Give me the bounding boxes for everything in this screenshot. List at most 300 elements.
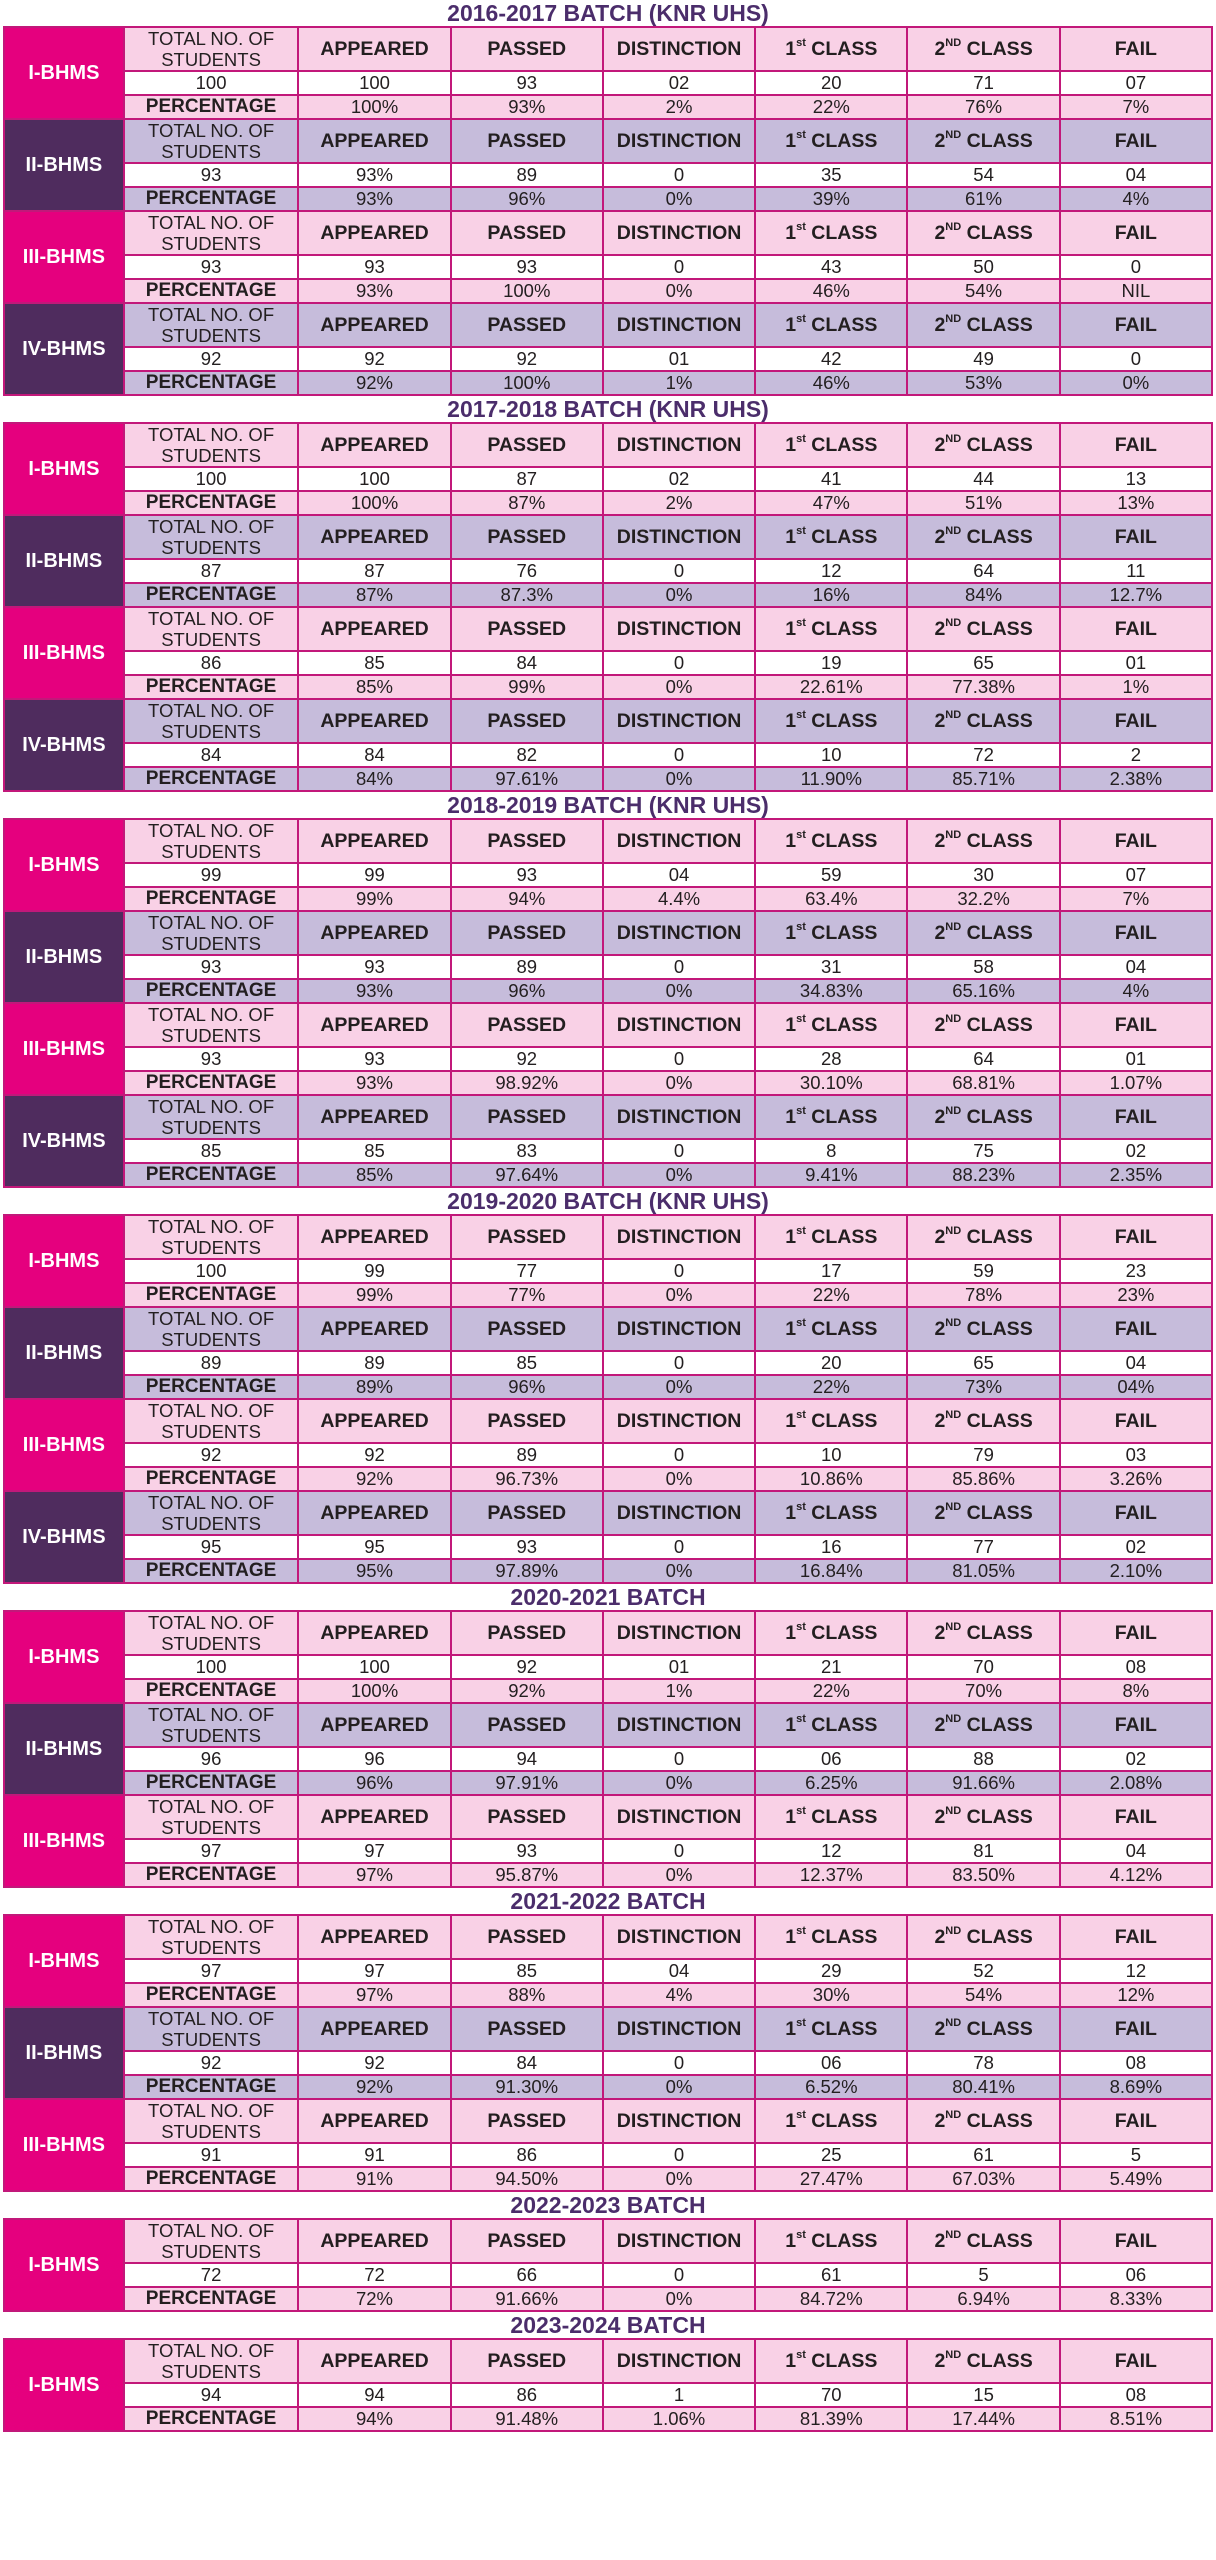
year-label: I-BHMS [4,2219,124,2311]
first-class-header [755,1399,907,1443]
appeared-percentage: 99% [298,887,450,911]
percentage-label: PERCENTAGE [124,187,299,211]
fail-percentage: 3.26% [1060,1467,1212,1491]
first-class-number: 1 [785,2229,797,2252]
distinction-count: 1 [603,2383,755,2407]
distinction-header: DISTINCTION [603,211,755,255]
first-class-header [755,699,907,743]
passed-percentage: 100% [451,279,603,303]
year-label: I-BHMS [4,1915,124,2007]
first-class-suffix: st [796,2108,806,2121]
fail-percentage: 8.51% [1060,2407,1212,2431]
fail-header: FAIL [1060,515,1212,559]
distinction-percentage: 0% [603,1467,755,1491]
passed-header: PASSED [451,303,603,347]
first-class-count: 20 [755,71,907,95]
total-students-header: TOTAL NO. OF STUDENTS [124,2007,299,2051]
year-label: I-BHMS [4,1215,124,1307]
appeared-percentage: 100% [298,1679,450,1703]
first-class-header [755,1095,907,1139]
distinction-count: 0 [603,559,755,583]
second-class-suffix: ND [945,524,962,537]
passed-header: PASSED [451,27,603,71]
fail-header: FAIL [1060,211,1212,255]
second-class-number: 2 [934,433,946,456]
first-class-percentage: 6.25% [755,1771,907,1795]
second-class-percentage: 70% [907,1679,1059,1703]
second-class-number: 2 [934,2349,946,2372]
second-class-suffix: ND [945,920,962,933]
first-class-percentage: 39% [755,187,907,211]
first-class-suffix: st [796,1316,806,1329]
appeared-count: 100 [298,71,450,95]
first-class-percentage: 63.4% [755,887,907,911]
second-class-suffix: ND [945,616,962,629]
second-class-header [907,2099,1059,2143]
second-class-count: 61 [907,2143,1059,2167]
fail-percentage: 2.10% [1060,1559,1212,1583]
total-count: 94 [124,2383,299,2407]
first-class-count: 35 [755,163,907,187]
passed-count: 87 [451,467,603,491]
first-class-count: 42 [755,347,907,371]
second-class-number: 2 [934,1925,946,1948]
distinction-header: DISTINCTION [603,2339,755,2383]
fail-header: FAIL [1060,607,1212,651]
second-class-count: 64 [907,1047,1059,1071]
year-results-table [3,118,1213,212]
first-class-word: CLASS [811,313,878,336]
passed-count: 76 [451,559,603,583]
fail-percentage: 2.08% [1060,1771,1212,1795]
passed-count: 86 [451,2383,603,2407]
fail-count: 13 [1060,467,1212,491]
first-class-suffix: st [796,220,806,233]
first-class-number: 1 [785,829,797,852]
distinction-percentage: 0% [603,583,755,607]
fail-count: 04 [1060,955,1212,979]
first-class-percentage: 27.47% [755,2167,907,2191]
total-count: 97 [124,1959,299,1983]
total-students-header: TOTAL NO. OF STUDENTS [124,1703,299,1747]
second-class-number: 2 [934,617,946,640]
total-count: 72 [124,2263,299,2287]
passed-count: 84 [451,651,603,675]
batch-section [0,1584,1216,1888]
first-class-header [755,1703,907,1747]
total-count: 92 [124,2051,299,2075]
second-class-header [907,1491,1059,1535]
second-class-count: 30 [907,863,1059,887]
second-class-word: CLASS [966,2349,1033,2372]
first-class-percentage: 12.37% [755,1863,907,1887]
fail-header: FAIL [1060,1003,1212,1047]
passed-percentage: 97.61% [451,767,603,791]
distinction-count: 0 [603,955,755,979]
total-students-header: TOTAL NO. OF STUDENTS [124,819,299,863]
first-class-suffix: st [796,1500,806,1513]
second-class-percentage: 76% [907,95,1059,119]
appeared-count: 85 [298,651,450,675]
second-class-word: CLASS [966,433,1033,456]
total-students-header: TOTAL NO. OF STUDENTS [124,1215,299,1259]
total-students-header: TOTAL NO. OF STUDENTS [124,1915,299,1959]
appeared-count: 99 [298,1259,450,1283]
first-class-number: 1 [785,1713,797,1736]
first-class-percentage: 6.52% [755,2075,907,2099]
first-class-header [755,2007,907,2051]
passed-header: PASSED [451,2339,603,2383]
appeared-percentage: 97% [298,1983,450,2007]
second-class-percentage: 65.16% [907,979,1059,1003]
second-class-word: CLASS [966,1713,1033,1736]
fail-count: 0 [1060,347,1212,371]
second-class-count: 70 [907,1655,1059,1679]
appeared-percentage: 93% [298,187,450,211]
second-class-word: CLASS [966,525,1033,548]
second-class-count: 49 [907,347,1059,371]
passed-header: PASSED [451,1795,603,1839]
percentage-label: PERCENTAGE [124,2407,299,2431]
first-class-word: CLASS [811,1713,878,1736]
year-label: IV-BHMS [4,1095,124,1187]
distinction-percentage: 4.4% [603,887,755,911]
year-label: II-BHMS [4,119,124,211]
second-class-count: 65 [907,651,1059,675]
appeared-count: 92 [298,2051,450,2075]
first-class-suffix: st [796,2016,806,2029]
first-class-header [755,2099,907,2143]
fail-header: FAIL [1060,303,1212,347]
year-results-table [3,2338,1213,2432]
first-class-suffix: st [796,1712,806,1725]
year-results-table [3,1914,1213,2008]
first-class-word: CLASS [811,1501,878,1524]
first-class-header [755,119,907,163]
passed-count: 82 [451,743,603,767]
distinction-count: 0 [603,163,755,187]
appeared-percentage: 97% [298,1863,450,1887]
second-class-header [907,423,1059,467]
passed-percentage: 91.66% [451,2287,603,2311]
distinction-percentage: 0% [603,1283,755,1307]
second-class-number: 2 [934,221,946,244]
second-class-suffix: ND [945,2228,962,2241]
appeared-percentage: 100% [298,95,450,119]
appeared-count: 91 [298,2143,450,2167]
year-results-table [3,1702,1213,1796]
passed-header: PASSED [451,699,603,743]
second-class-number: 2 [934,1621,946,1644]
batch-title: 2022-2023 BATCH [510,2192,706,2218]
first-class-word: CLASS [811,2349,878,2372]
first-class-number: 1 [785,2349,797,2372]
second-class-word: CLASS [966,1925,1033,1948]
first-class-header [755,1915,907,1959]
second-class-count: 5 [907,2263,1059,2287]
percentage-label: PERCENTAGE [124,95,299,119]
second-class-word: CLASS [966,1621,1033,1644]
first-class-count: 59 [755,863,907,887]
first-class-suffix: st [796,1224,806,1237]
second-class-number: 2 [934,1805,946,1828]
first-class-percentage: 22% [755,95,907,119]
second-class-word: CLASS [966,1317,1033,1340]
first-class-suffix: st [796,36,806,49]
distinction-count: 0 [603,1351,755,1375]
passed-percentage: 100% [451,371,603,395]
appeared-header: APPEARED [298,819,450,863]
second-class-word: CLASS [966,313,1033,336]
first-class-header [755,1215,907,1259]
first-class-header [755,211,907,255]
second-class-percentage: 85.71% [907,767,1059,791]
second-class-header [907,1003,1059,1047]
appeared-count: 93 [298,1047,450,1071]
distinction-header: DISTINCTION [603,1399,755,1443]
appeared-percentage: 85% [298,675,450,699]
percentage-label: PERCENTAGE [124,2167,299,2191]
year-results-table [3,2218,1213,2312]
second-class-number: 2 [934,129,946,152]
percentage-label: PERCENTAGE [124,371,299,395]
total-count: 87 [124,559,299,583]
appeared-header: APPEARED [298,1095,450,1139]
distinction-header: DISTINCTION [603,1795,755,1839]
distinction-count: 0 [603,1443,755,1467]
fail-percentage: 4% [1060,979,1212,1003]
distinction-percentage: 0% [603,767,755,791]
appeared-percentage: 94% [298,2407,450,2431]
passed-count: 83 [451,1139,603,1163]
year-label: I-BHMS [4,1611,124,1703]
first-class-suffix: st [796,1104,806,1117]
batch-section [0,2192,1216,2312]
fail-header: FAIL [1060,911,1212,955]
distinction-header: DISTINCTION [603,1611,755,1655]
percentage-label: PERCENTAGE [124,1467,299,1491]
year-results-table [3,1490,1213,1584]
second-class-word: CLASS [966,2017,1033,2040]
first-class-word: CLASS [811,617,878,640]
appeared-count: 85 [298,1139,450,1163]
year-label: I-BHMS [4,423,124,515]
distinction-count: 0 [603,2263,755,2287]
first-class-number: 1 [785,525,797,548]
appeared-percentage: 84% [298,767,450,791]
second-class-count: 88 [907,1747,1059,1771]
distinction-header: DISTINCTION [603,1215,755,1259]
passed-header: PASSED [451,2007,603,2051]
passed-count: 92 [451,1047,603,1071]
percentage-label: PERCENTAGE [124,583,299,607]
total-students-header: TOTAL NO. OF STUDENTS [124,911,299,955]
appeared-percentage: 92% [298,2075,450,2099]
year-label: II-BHMS [4,515,124,607]
distinction-percentage: 0% [603,1863,755,1887]
total-students-header: TOTAL NO. OF STUDENTS [124,2099,299,2143]
first-class-count: 16 [755,1535,907,1559]
total-students-header: TOTAL NO. OF STUDENTS [124,1795,299,1839]
year-results-table [3,1094,1213,1188]
first-class-number: 1 [785,1409,797,1432]
appeared-count: 95 [298,1535,450,1559]
percentage-label: PERCENTAGE [124,2287,299,2311]
appeared-count: 72 [298,2263,450,2287]
passed-header: PASSED [451,1307,603,1351]
total-students-header: TOTAL NO. OF STUDENTS [124,2339,299,2383]
year-results-table [3,1306,1213,1400]
first-class-count: 43 [755,255,907,279]
first-class-word: CLASS [811,2109,878,2132]
fail-percentage: 8.33% [1060,2287,1212,2311]
distinction-header: DISTINCTION [603,911,755,955]
passed-header: PASSED [451,119,603,163]
appeared-count: 96 [298,1747,450,1771]
second-class-number: 2 [934,1105,946,1128]
fail-percentage: 2.38% [1060,767,1212,791]
passed-percentage: 93% [451,95,603,119]
percentage-label: PERCENTAGE [124,491,299,515]
distinction-header: DISTINCTION [603,607,755,651]
first-class-word: CLASS [811,221,878,244]
first-class-count: 29 [755,1959,907,1983]
appeared-percentage: 87% [298,583,450,607]
distinction-header: DISTINCTION [603,27,755,71]
first-class-word: CLASS [811,37,878,60]
fail-percentage: 5.49% [1060,2167,1212,2191]
second-class-suffix: ND [945,2348,962,2361]
fail-percentage: 23% [1060,1283,1212,1307]
percentage-label: PERCENTAGE [124,2075,299,2099]
total-students-header: TOTAL NO. OF STUDENTS [124,515,299,559]
fail-count: 08 [1060,2051,1212,2075]
percentage-label: PERCENTAGE [124,1163,299,1187]
passed-count: 66 [451,2263,603,2287]
total-students-header: TOTAL NO. OF STUDENTS [124,699,299,743]
year-results-table [3,2098,1213,2192]
distinction-header: DISTINCTION [603,1095,755,1139]
first-class-count: 06 [755,2051,907,2075]
first-class-word: CLASS [811,921,878,944]
fail-header: FAIL [1060,2219,1212,2263]
year-results-table [3,1398,1213,1492]
second-class-percentage: 54% [907,279,1059,303]
total-students-header: TOTAL NO. OF STUDENTS [124,211,299,255]
second-class-word: CLASS [966,921,1033,944]
passed-header: PASSED [451,1095,603,1139]
passed-percentage: 91.48% [451,2407,603,2431]
distinction-count: 0 [603,1839,755,1863]
fail-percentage: 2.35% [1060,1163,1212,1187]
first-class-percentage: 30% [755,1983,907,2007]
distinction-count: 0 [603,255,755,279]
second-class-count: 58 [907,955,1059,979]
fail-header: FAIL [1060,699,1212,743]
distinction-percentage: 0% [603,279,755,303]
second-class-word: CLASS [966,617,1033,640]
year-label: II-BHMS [4,1703,124,1795]
appeared-percentage: 99% [298,1283,450,1307]
appeared-percentage: 93% [298,1071,450,1095]
passed-percentage: 97.89% [451,1559,603,1583]
passed-header: PASSED [451,819,603,863]
year-results-table [3,1610,1213,1704]
first-class-percentage: 22% [755,1679,907,1703]
appeared-header: APPEARED [298,699,450,743]
percentage-label: PERCENTAGE [124,1771,299,1795]
fail-count: 02 [1060,1535,1212,1559]
percentage-label: PERCENTAGE [124,1375,299,1399]
second-class-percentage: 61% [907,187,1059,211]
distinction-count: 01 [603,1655,755,1679]
second-class-word: CLASS [966,221,1033,244]
total-students-header: TOTAL NO. OF STUDENTS [124,119,299,163]
total-students-header: TOTAL NO. OF STUDENTS [124,2219,299,2263]
first-class-count: 12 [755,559,907,583]
fail-percentage: 8.69% [1060,2075,1212,2099]
appeared-header: APPEARED [298,2219,450,2263]
appeared-header: APPEARED [298,423,450,467]
first-class-count: 19 [755,651,907,675]
first-class-number: 1 [785,1225,797,1248]
first-class-word: CLASS [811,129,878,152]
passed-percentage: 98.92% [451,1071,603,1095]
second-class-header [907,1703,1059,1747]
distinction-header: DISTINCTION [603,2099,755,2143]
first-class-number: 1 [785,1105,797,1128]
fail-count: 11 [1060,559,1212,583]
fail-count: 04 [1060,1351,1212,1375]
second-class-number: 2 [934,525,946,548]
passed-header: PASSED [451,1703,603,1747]
fail-header: FAIL [1060,119,1212,163]
distinction-count: 0 [603,743,755,767]
first-class-word: CLASS [811,433,878,456]
second-class-suffix: ND [945,1804,962,1817]
year-results-table [3,514,1213,608]
first-class-header [755,1611,907,1655]
second-class-header [907,2339,1059,2383]
first-class-percentage: 22% [755,1283,907,1307]
distinction-percentage: 0% [603,1375,755,1399]
total-count: 92 [124,347,299,371]
fail-header: FAIL [1060,1399,1212,1443]
second-class-suffix: ND [945,1224,962,1237]
fail-header: FAIL [1060,1491,1212,1535]
second-class-word: CLASS [966,1501,1033,1524]
appeared-count: 84 [298,743,450,767]
year-results-table [3,818,1213,912]
appeared-header: APPEARED [298,515,450,559]
fail-header: FAIL [1060,2099,1212,2143]
first-class-count: 41 [755,467,907,491]
second-class-percentage: 68.81% [907,1071,1059,1095]
total-count: 100 [124,71,299,95]
second-class-number: 2 [934,1409,946,1432]
appeared-header: APPEARED [298,1307,450,1351]
first-class-number: 1 [785,1621,797,1644]
fail-percentage: 12.7% [1060,583,1212,607]
fail-count: 04 [1060,163,1212,187]
distinction-percentage: 1% [603,1679,755,1703]
appeared-count: 97 [298,1959,450,1983]
second-class-suffix: ND [945,128,962,141]
first-class-percentage: 16% [755,583,907,607]
appeared-count: 100 [298,467,450,491]
passed-header: PASSED [451,423,603,467]
distinction-header: DISTINCTION [603,699,755,743]
